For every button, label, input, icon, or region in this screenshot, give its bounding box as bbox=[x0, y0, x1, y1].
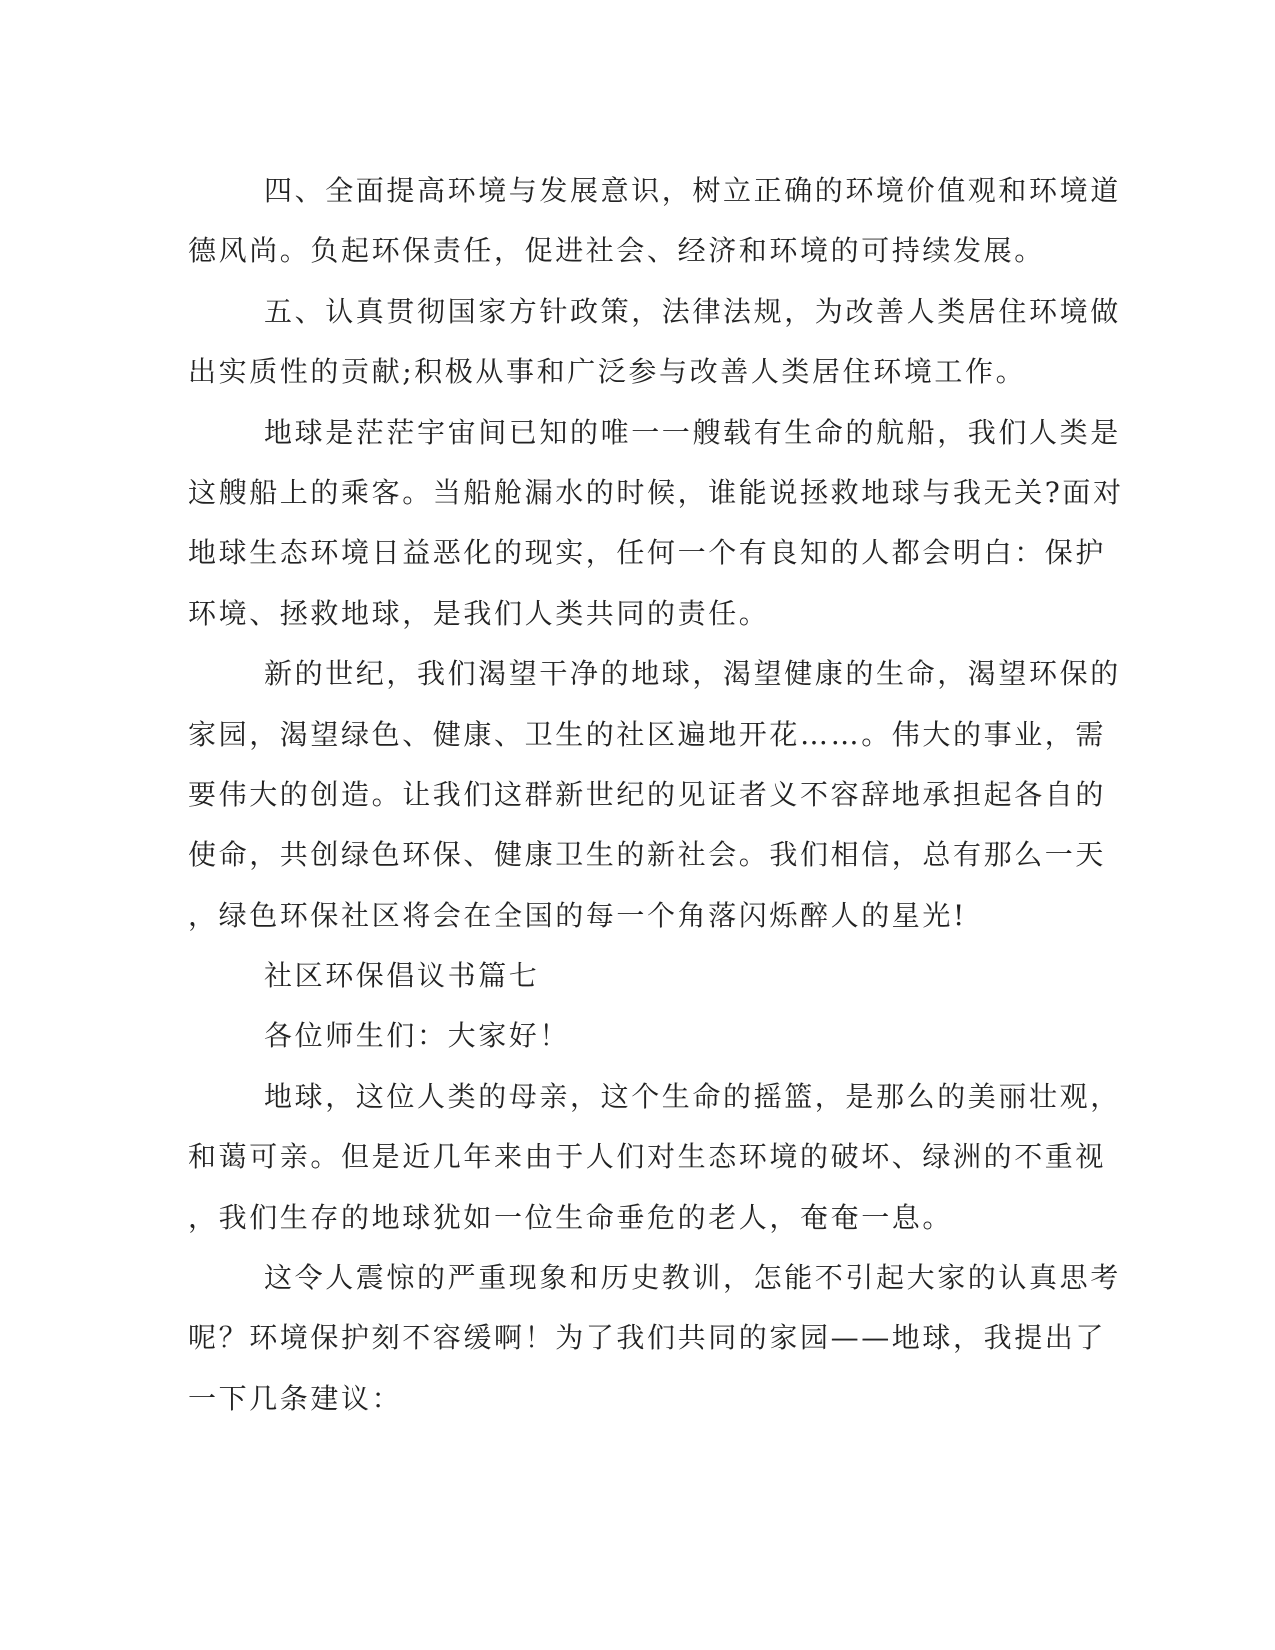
paragraph-line: 这令人震惊的严重现象和历史教训，怎能不引起大家的认真思考 bbox=[264, 1261, 1121, 1295]
greeting: 各位师生们：大家好！ bbox=[264, 1019, 571, 1053]
paragraph-line: 地球是茫茫宇宙间已知的唯一一艘载有生命的航船，我们人类是 bbox=[264, 415, 1121, 449]
paragraph-line: 和蔼可亲。但是近几年来由于人们对生态环境的破坏、绿洲的不重视 bbox=[188, 1140, 1107, 1174]
paragraph-line: 地球生态环境日益恶化的现实，任何一个有良知的人都会明白：保护 bbox=[188, 536, 1107, 570]
paragraph-line: 一下几条建议： bbox=[188, 1381, 403, 1415]
paragraph-line: 新的世纪，我们渴望干净的地球，渴望健康的生命，渴望环保的 bbox=[264, 657, 1121, 691]
paragraph-line: 这艘船上的乘客。当船舱漏水的时候，谁能说拯救地球与我无关?面对 bbox=[188, 475, 1124, 509]
section-title: 社区环保倡议书篇七 bbox=[264, 959, 540, 993]
paragraph-line: 要伟大的创造。让我们这群新世纪的见证者义不容辞地承担起各自的 bbox=[188, 777, 1107, 811]
paragraph-line: ，我们生存的地球犹如一位生命垂危的老人，奄奄一息。 bbox=[188, 1200, 954, 1234]
paragraph-line: 使命，共创绿色环保、健康卫生的新社会。我们相信，总有那么一天 bbox=[188, 838, 1107, 872]
paragraph-line: 地球，这位人类的母亲，这个生命的摇篮，是那么的美丽壮观， bbox=[264, 1079, 1121, 1113]
paragraph-line: 家园，渴望绿色、健康、卫生的社区遍地开花……。伟大的事业，需 bbox=[188, 717, 1107, 751]
paragraph-line: ，绿色环保社区将会在全国的每一个角落闪烁醉人的星光! bbox=[188, 898, 967, 932]
paragraph-line: 五、认真贯彻国家方针政策，法律法规，为改善人类居住环境做 bbox=[264, 294, 1121, 328]
paragraph-line: 四、全面提高环境与发展意识，树立正确的环境价值观和环境道 bbox=[264, 174, 1121, 207]
paragraph-line: 呢？环境保护刻不容缓啊！为了我们共同的家园——地球，我提出了 bbox=[188, 1321, 1107, 1355]
paragraph-line: 环境、拯救地球，是我们人类共同的责任。 bbox=[188, 596, 770, 630]
paragraph-line: 出实质性的贡献;积极从事和广泛参与改善人类居住环境工作。 bbox=[188, 355, 1027, 389]
document-body bbox=[188, 161, 1124, 1429]
paragraph-line: 德风尚。负起环保责任，促进社会、经济和环境的可持续发展。 bbox=[188, 234, 1045, 268]
